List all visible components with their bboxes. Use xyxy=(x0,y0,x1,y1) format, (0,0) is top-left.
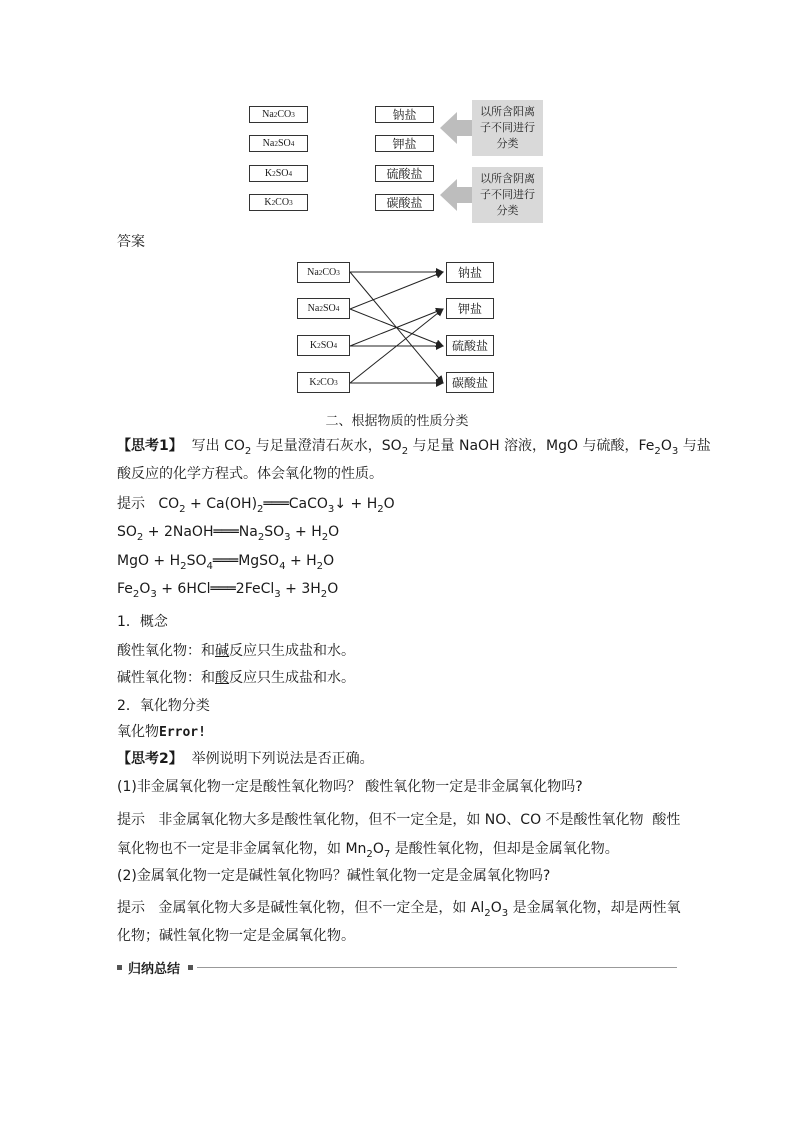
concept-heading: 1．概念 xyxy=(117,614,168,630)
think1-eq3: MgO + $H_2SO_4═══MgSO_4 + H_2O$ xyxy=(117,553,335,572)
answer-category-carbonate: 碳酸盐 xyxy=(446,372,494,393)
salt-box-k2co3: K 2 CO 3 xyxy=(249,194,308,211)
square-bullet-icon xyxy=(117,965,122,970)
answer-category-sulfate: 硫酸盐 xyxy=(446,335,494,356)
section-title: 二、根据物质的性质分类 xyxy=(325,414,469,429)
category-box-sulfate: 硫酸盐 xyxy=(375,165,434,182)
answer-connectors xyxy=(0,0,794,400)
answer-box-k2so4: K 2 SO 4 xyxy=(297,335,350,356)
category-box-carbonate: 碳酸盐 xyxy=(375,194,434,211)
think2-intro xyxy=(117,749,374,769)
classification-text: 氧化物 xyxy=(117,724,159,740)
answer-box-na2so4: Na 2 SO 4 xyxy=(297,298,350,319)
connector-line xyxy=(350,272,443,309)
hint-text: 子不同进行 xyxy=(480,188,535,201)
answer-box-k2co3: K 2 CO 3 xyxy=(297,372,350,393)
salt-box-na2co3: Na 2 CO 3 xyxy=(249,106,308,123)
think2-intro-text: 举例说明下列说法是否正确。 xyxy=(191,751,374,767)
salt-box-k2so4: K 2 SO 4 xyxy=(249,165,308,182)
definition-prefix: 碱性氧化物：和 xyxy=(117,670,215,686)
hint-text: 以所含阴离 xyxy=(480,172,535,185)
hint-text: 分类 xyxy=(496,204,519,217)
square-bullet-icon xyxy=(188,965,193,970)
answer-category-sodium: 钠盐 xyxy=(446,262,494,283)
think2-a1-line2: 氧化物也不一定是非金属氧化物，如 $Mn_2O_7$ 是酸性氧化物，但却是金属氧化物。 xyxy=(117,841,619,860)
definition-suffix: 反应只生成盐和水。 xyxy=(229,670,355,686)
think1-question-line2: 酸反应的化学方程式。体会氧化物的性质。 xyxy=(117,466,383,482)
hint-label: 提示 xyxy=(117,900,145,916)
hint-text: 以所含阳离 xyxy=(480,105,535,118)
error-text: Error! xyxy=(159,725,206,740)
definition-key: 酸 xyxy=(215,670,229,686)
summary-bar xyxy=(117,958,677,978)
hint-text: 子不同进行 xyxy=(480,121,535,134)
definition-prefix: 酸性氧化物：和 xyxy=(117,643,215,659)
hint-label: 提示 xyxy=(117,812,145,828)
think1-question-line1: 【思考1】 写出 $CO_2$ 与足量澄清石灰水，$SO_2$ 与足量 NaOH 溶液，MgO 与硫酸，$Fe_2O_3$ 与盐 xyxy=(117,438,711,457)
think2-a2-line2: 化物；碱性氧化物一定是金属氧化物。 xyxy=(117,928,355,944)
definition-key: 碱 xyxy=(215,643,229,659)
hint-text: 分类 xyxy=(496,137,519,150)
think2-a1-line1: 提示 非金属氧化物大多是酸性氧化物，但不一定全是，如 NO、CO 不是酸性氧化物 酸性 xyxy=(117,812,681,828)
classification-body xyxy=(117,722,206,743)
basic-oxide-definition xyxy=(117,668,355,688)
category-box-potassium: 钾盐 xyxy=(375,135,434,152)
answer-label: 答案 xyxy=(117,234,145,250)
think1-tag: 【思考1】 xyxy=(117,438,183,454)
definition-suffix: 反应只生成盐和水。 xyxy=(229,643,355,659)
think1-eq2: $SO_2$ + $2NaOH═══Na_2SO_3 + H_2O$ xyxy=(117,524,340,543)
hint-label: 提示 xyxy=(117,496,145,512)
think2-tag: 【思考2】 xyxy=(117,751,183,767)
category-box-sodium: 钠盐 xyxy=(375,106,434,123)
think1-eq1: 提示 $CO_2$ + $Ca(OH)_2═══CaCO_3↓ + H_2O$ xyxy=(117,496,395,515)
acidic-oxide-definition xyxy=(117,641,355,661)
summary-divider xyxy=(197,967,677,968)
think2-a2-line1: 提示 金属氧化物大多是碱性氧化物，但不一定全是，如 $Al_2O_3$ 是金属氧化物，却是两性氧 xyxy=(117,900,681,919)
summary-label: 归纳总结 xyxy=(128,962,181,977)
classification-heading: 2．氧化物分类 xyxy=(117,698,210,714)
think2-q1: (1)非金属氧化物一定是酸性氧化物吗？ 酸性氧化物一定是非金属氧化物吗? xyxy=(117,779,583,795)
think2-q2: (2)金属氧化物一定是碱性氧化物吗？碱性氧化物一定是金属氧化物吗? xyxy=(117,868,551,884)
answer-box-na2co3: Na 2 CO 3 xyxy=(297,262,350,283)
answer-category-potassium: 钾盐 xyxy=(446,298,494,319)
salt-box-na2so4: Na 2 SO 4 xyxy=(249,135,308,152)
think1-eq4: $Fe_2O_3$ + 6HCl═══2FeCl$_3$ + $3H_2O$ xyxy=(117,581,339,600)
